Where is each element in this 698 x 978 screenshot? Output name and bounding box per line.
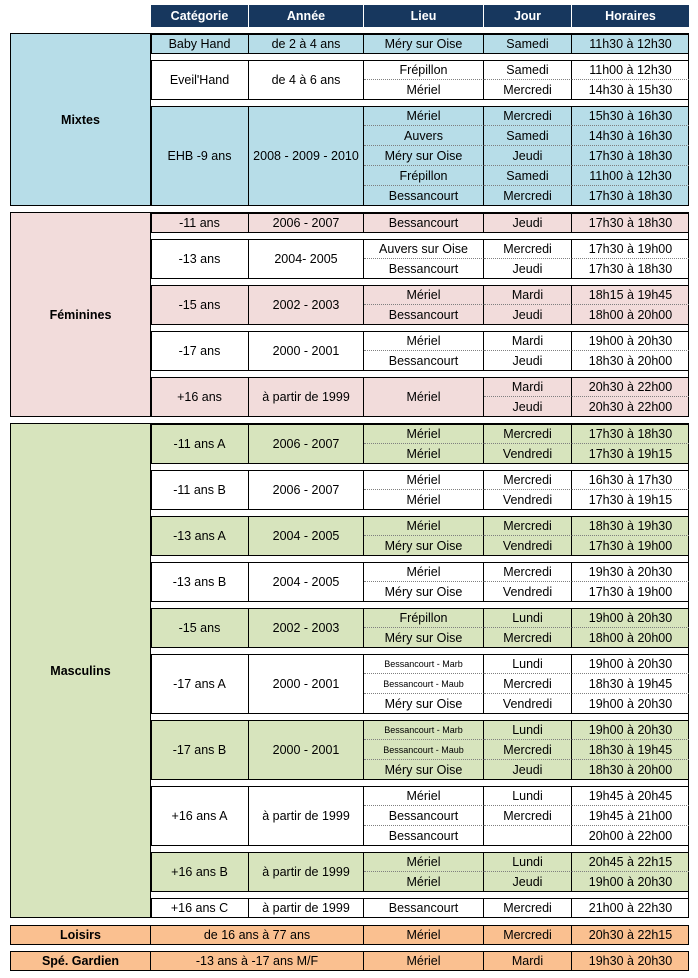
jour-cell: Mercredi xyxy=(484,80,572,100)
horaires-cell: 17h30 à 18h30 xyxy=(572,424,689,444)
team-category: -15 ans xyxy=(151,285,249,325)
horaires-cell: 15h30 à 16h30 xyxy=(572,106,689,126)
horaires-cell: 19h45 à 20h45 xyxy=(572,786,689,806)
team-year: 2004 - 2005 xyxy=(249,562,364,602)
jour-cell: Mercredi xyxy=(484,674,572,694)
footer-lieu: Mériel xyxy=(364,951,484,971)
team-lieu: Mériel xyxy=(364,377,484,417)
lieu-cell: Mériel xyxy=(364,490,484,510)
group-label-masculins: Masculins xyxy=(10,423,151,918)
jour-cell: Lundi xyxy=(484,608,572,628)
jour-cell: Vendredi xyxy=(484,536,572,556)
lieu-cell: Bessancourt - Marb xyxy=(364,654,484,674)
jour-cell: Mercredi xyxy=(484,424,572,444)
jour-cell: Samedi xyxy=(484,126,572,146)
team-category: -11 ans B xyxy=(151,470,249,510)
horaires-cell: 19h00 à 20h30 xyxy=(572,654,689,674)
lieu-cell: Méry sur Oise xyxy=(364,536,484,556)
lieu-cell: Méry sur Oise xyxy=(364,34,484,54)
horaires-cell: 17h30 à 19h00 xyxy=(572,239,689,259)
lieu-cell: Méry sur Oise xyxy=(364,694,484,714)
horaires-cell: 16h30 à 17h30 xyxy=(572,470,689,490)
group-label-mixtes: Mixtes xyxy=(10,33,151,206)
footer-horaires: 20h30 à 22h15 xyxy=(588,928,673,942)
team-category: +16 ans xyxy=(151,377,249,417)
horaires-cell: 18h30 à 20h00 xyxy=(588,354,673,368)
team-year: 2002 - 2003 xyxy=(249,608,364,648)
lieu-cell: Mériel xyxy=(364,872,484,892)
lieu-cell: Mériel xyxy=(364,424,484,444)
jour-cell: Mercredi xyxy=(484,186,572,206)
jour-cell: Mardi xyxy=(484,331,572,351)
horaires-cell: 18h00 à 20h00 xyxy=(588,631,673,645)
lieu-cell: Mériel xyxy=(364,80,484,100)
lieu-cell: Mériel xyxy=(364,516,484,536)
team-year: 2006 - 2007 xyxy=(249,213,364,233)
jour-cell: Mercredi xyxy=(484,898,572,918)
lieu-cell: Mériel xyxy=(364,285,484,305)
jour-cell: Mercredi xyxy=(484,516,572,536)
horaires-cell: 14h30 à 15h30 xyxy=(588,83,673,97)
horaires-cell: 17h30 à 18h30 xyxy=(588,216,673,230)
lieu-cell: Bessancourt xyxy=(364,305,484,325)
horaires-cell: 18h15 à 19h45 xyxy=(572,285,689,305)
lieu-cell: Bessancourt - Maub xyxy=(364,674,484,694)
team-year: 2006 - 2007 xyxy=(249,424,364,464)
footer-label: Spé. Gardien xyxy=(10,951,151,971)
team-year: de 4 à 6 ans xyxy=(249,60,364,100)
horaires-cell: 11h00 à 12h30 xyxy=(572,60,689,80)
horaires-cell: 17h30 à 18h30 xyxy=(572,146,689,166)
jour-cell: Jeudi xyxy=(484,213,572,233)
horaires-cell: 19h45 à 21h00 xyxy=(572,806,689,826)
jour-cell: Mercredi xyxy=(484,470,572,490)
jour-cell: Mercredi xyxy=(484,740,572,760)
jour-cell: Mercredi xyxy=(484,562,572,582)
jour-cell xyxy=(484,826,572,846)
horaires-cell: 18h30 à 19h45 xyxy=(572,674,689,694)
team-year: 2004- 2005 xyxy=(249,239,364,279)
team-category: EHB -9 ans xyxy=(151,106,249,206)
lieu-cell: Mériel xyxy=(364,331,484,351)
horaires-cell: 17h30 à 19h00 xyxy=(588,539,673,553)
jour-cell: Jeudi xyxy=(484,760,572,780)
lieu-cell: Bessancourt xyxy=(364,806,484,826)
team-category: Eveil'Hand xyxy=(151,60,249,100)
horaires-cell: 14h30 à 16h30 xyxy=(572,126,689,146)
lieu-cell: Mériel xyxy=(364,470,484,490)
jour-cell: Mercredi xyxy=(484,806,572,826)
lieu-cell: Frépillon xyxy=(364,60,484,80)
lieu-cell: Bessancourt xyxy=(364,186,484,206)
team-category: +16 ans A xyxy=(151,786,249,846)
lieu-cell: Bessancourt - Marb xyxy=(364,720,484,740)
lieu-cell: Mériel xyxy=(364,786,484,806)
lieu-cell: Bessancourt - Maub xyxy=(364,740,484,760)
team-category: +16 ans B xyxy=(151,852,249,892)
header-lieu: Lieu xyxy=(364,5,484,27)
lieu-cell: Méry sur Oise xyxy=(364,582,484,602)
team-year: de 2 à 4 ans xyxy=(249,34,364,54)
team-category: -17 ans A xyxy=(151,654,249,714)
horaires-cell: 17h30 à 18h30 xyxy=(588,262,673,276)
jour-cell: Vendredi xyxy=(484,582,572,602)
lieu-cell: Méry sur Oise xyxy=(364,146,484,166)
jour-cell: Mardi xyxy=(484,377,572,397)
footer-jour: Mardi xyxy=(484,951,572,971)
jour-cell: Mercredi xyxy=(484,628,572,648)
team-year: 2002 - 2003 xyxy=(249,285,364,325)
footer-jour: Mercredi xyxy=(484,925,572,945)
horaires-cell: 21h00 à 22h30 xyxy=(588,901,673,915)
jour-cell: Lundi xyxy=(484,852,572,872)
team-year: à partir de 1999 xyxy=(249,377,364,417)
jour-cell: Vendredi xyxy=(484,444,572,464)
horaires-cell: 19h00 à 20h30 xyxy=(588,875,673,889)
team-year: 2000 - 2001 xyxy=(249,331,364,371)
footer-ages: -13 ans à -17 ans M/F xyxy=(151,951,364,971)
team-category: Baby Hand xyxy=(151,34,249,54)
team-category: -13 ans B xyxy=(151,562,249,602)
group-label-feminines: Féminines xyxy=(10,212,151,417)
horaires-cell: 20h30 à 22h00 xyxy=(572,377,689,397)
horaires-cell: 18h30 à 19h45 xyxy=(572,740,689,760)
lieu-cell: Méry sur Oise xyxy=(364,760,484,780)
jour-cell: Samedi xyxy=(484,34,572,54)
footer-lieu: Mériel xyxy=(364,925,484,945)
horaires-cell: 18h30 à 19h30 xyxy=(572,516,689,536)
team-year: 2004 - 2005 xyxy=(249,516,364,556)
jour-cell: Lundi xyxy=(484,720,572,740)
team-year: à partir de 1999 xyxy=(249,898,364,918)
horaires-cell: 18h00 à 20h00 xyxy=(588,308,673,322)
header-categorie: Catégorie xyxy=(151,5,249,27)
lieu-cell: Mériel xyxy=(364,852,484,872)
horaires-cell: 19h00 à 20h30 xyxy=(572,331,689,351)
jour-cell: Vendredi xyxy=(484,490,572,510)
jour-cell: Lundi xyxy=(484,654,572,674)
horaires-cell: 19h30 à 20h30 xyxy=(572,562,689,582)
jour-cell: Mercredi xyxy=(484,106,572,126)
lieu-cell: Bessancourt xyxy=(364,826,484,846)
team-year: 2000 - 2001 xyxy=(249,654,364,714)
team-category: -13 ans A xyxy=(151,516,249,556)
jour-cell: Mardi xyxy=(484,285,572,305)
team-year: à partir de 1999 xyxy=(249,786,364,846)
team-category: -13 ans xyxy=(151,239,249,279)
horaires-cell: 20h00 à 22h00 xyxy=(588,829,673,843)
lieu-cell: Méry sur Oise xyxy=(364,628,484,648)
horaires-cell: 17h30 à 19h15 xyxy=(588,493,673,507)
lieu-cell: Mériel xyxy=(364,106,484,126)
team-category: -11 ans A xyxy=(151,424,249,464)
lieu-cell: Auvers xyxy=(364,126,484,146)
horaires-cell: 20h45 à 22h15 xyxy=(572,852,689,872)
jour-cell: Mercredi xyxy=(484,239,572,259)
lieu-cell: Bessancourt xyxy=(364,213,484,233)
team-category: -17 ans B xyxy=(151,720,249,780)
jour-cell: Jeudi xyxy=(484,397,572,417)
horaires-cell: 19h00 à 20h30 xyxy=(572,720,689,740)
header-jour: Jour xyxy=(484,5,572,27)
team-year: 2008 - 2009 - 2010 xyxy=(249,106,364,206)
horaires-cell: 17h30 à 19h15 xyxy=(588,447,673,461)
footer-ages: de 16 ans à 77 ans xyxy=(151,925,364,945)
lieu-cell: Mériel xyxy=(364,444,484,464)
jour-cell: Samedi xyxy=(484,60,572,80)
footer-horaires: 19h30 à 20h30 xyxy=(588,954,673,968)
lieu-cell: Bessancourt xyxy=(364,351,484,371)
horaires-cell: 19h00 à 20h30 xyxy=(588,697,673,711)
team-year: 2000 - 2001 xyxy=(249,720,364,780)
jour-cell: Lundi xyxy=(484,786,572,806)
header-annee: Année xyxy=(249,5,364,27)
lieu-cell: Frépillon xyxy=(364,166,484,186)
lieu-cell: Mériel xyxy=(364,562,484,582)
jour-cell: Jeudi xyxy=(484,872,572,892)
lieu-cell: Bessancourt xyxy=(364,898,484,918)
horaires-cell: 19h00 à 20h30 xyxy=(572,608,689,628)
horaires-cell: 17h30 à 18h30 xyxy=(588,189,673,203)
lieu-cell: Frépillon xyxy=(364,608,484,628)
team-category: -15 ans xyxy=(151,608,249,648)
team-category: +16 ans C xyxy=(151,898,249,918)
team-year: 2006 - 2007 xyxy=(249,470,364,510)
lieu-cell: Auvers sur Oise xyxy=(364,239,484,259)
header-horaires: Horaires xyxy=(572,5,689,27)
horaires-cell: 18h30 à 20h00 xyxy=(588,763,673,777)
jour-cell: Jeudi xyxy=(484,351,572,371)
horaires-cell: 11h00 à 12h30 xyxy=(572,166,689,186)
team-category: -17 ans xyxy=(151,331,249,371)
horaires-cell: 20h30 à 22h00 xyxy=(588,400,673,414)
team-category: -11 ans xyxy=(151,213,249,233)
horaires-cell: 11h30 à 12h30 xyxy=(589,37,672,51)
horaires-cell: 17h30 à 19h00 xyxy=(588,585,673,599)
lieu-cell: Bessancourt xyxy=(364,259,484,279)
footer-label: Loisirs xyxy=(10,925,151,945)
team-year: à partir de 1999 xyxy=(249,852,364,892)
jour-cell: Vendredi xyxy=(484,694,572,714)
jour-cell: Jeudi xyxy=(484,146,572,166)
jour-cell: Jeudi xyxy=(484,305,572,325)
jour-cell: Samedi xyxy=(484,166,572,186)
jour-cell: Jeudi xyxy=(484,259,572,279)
